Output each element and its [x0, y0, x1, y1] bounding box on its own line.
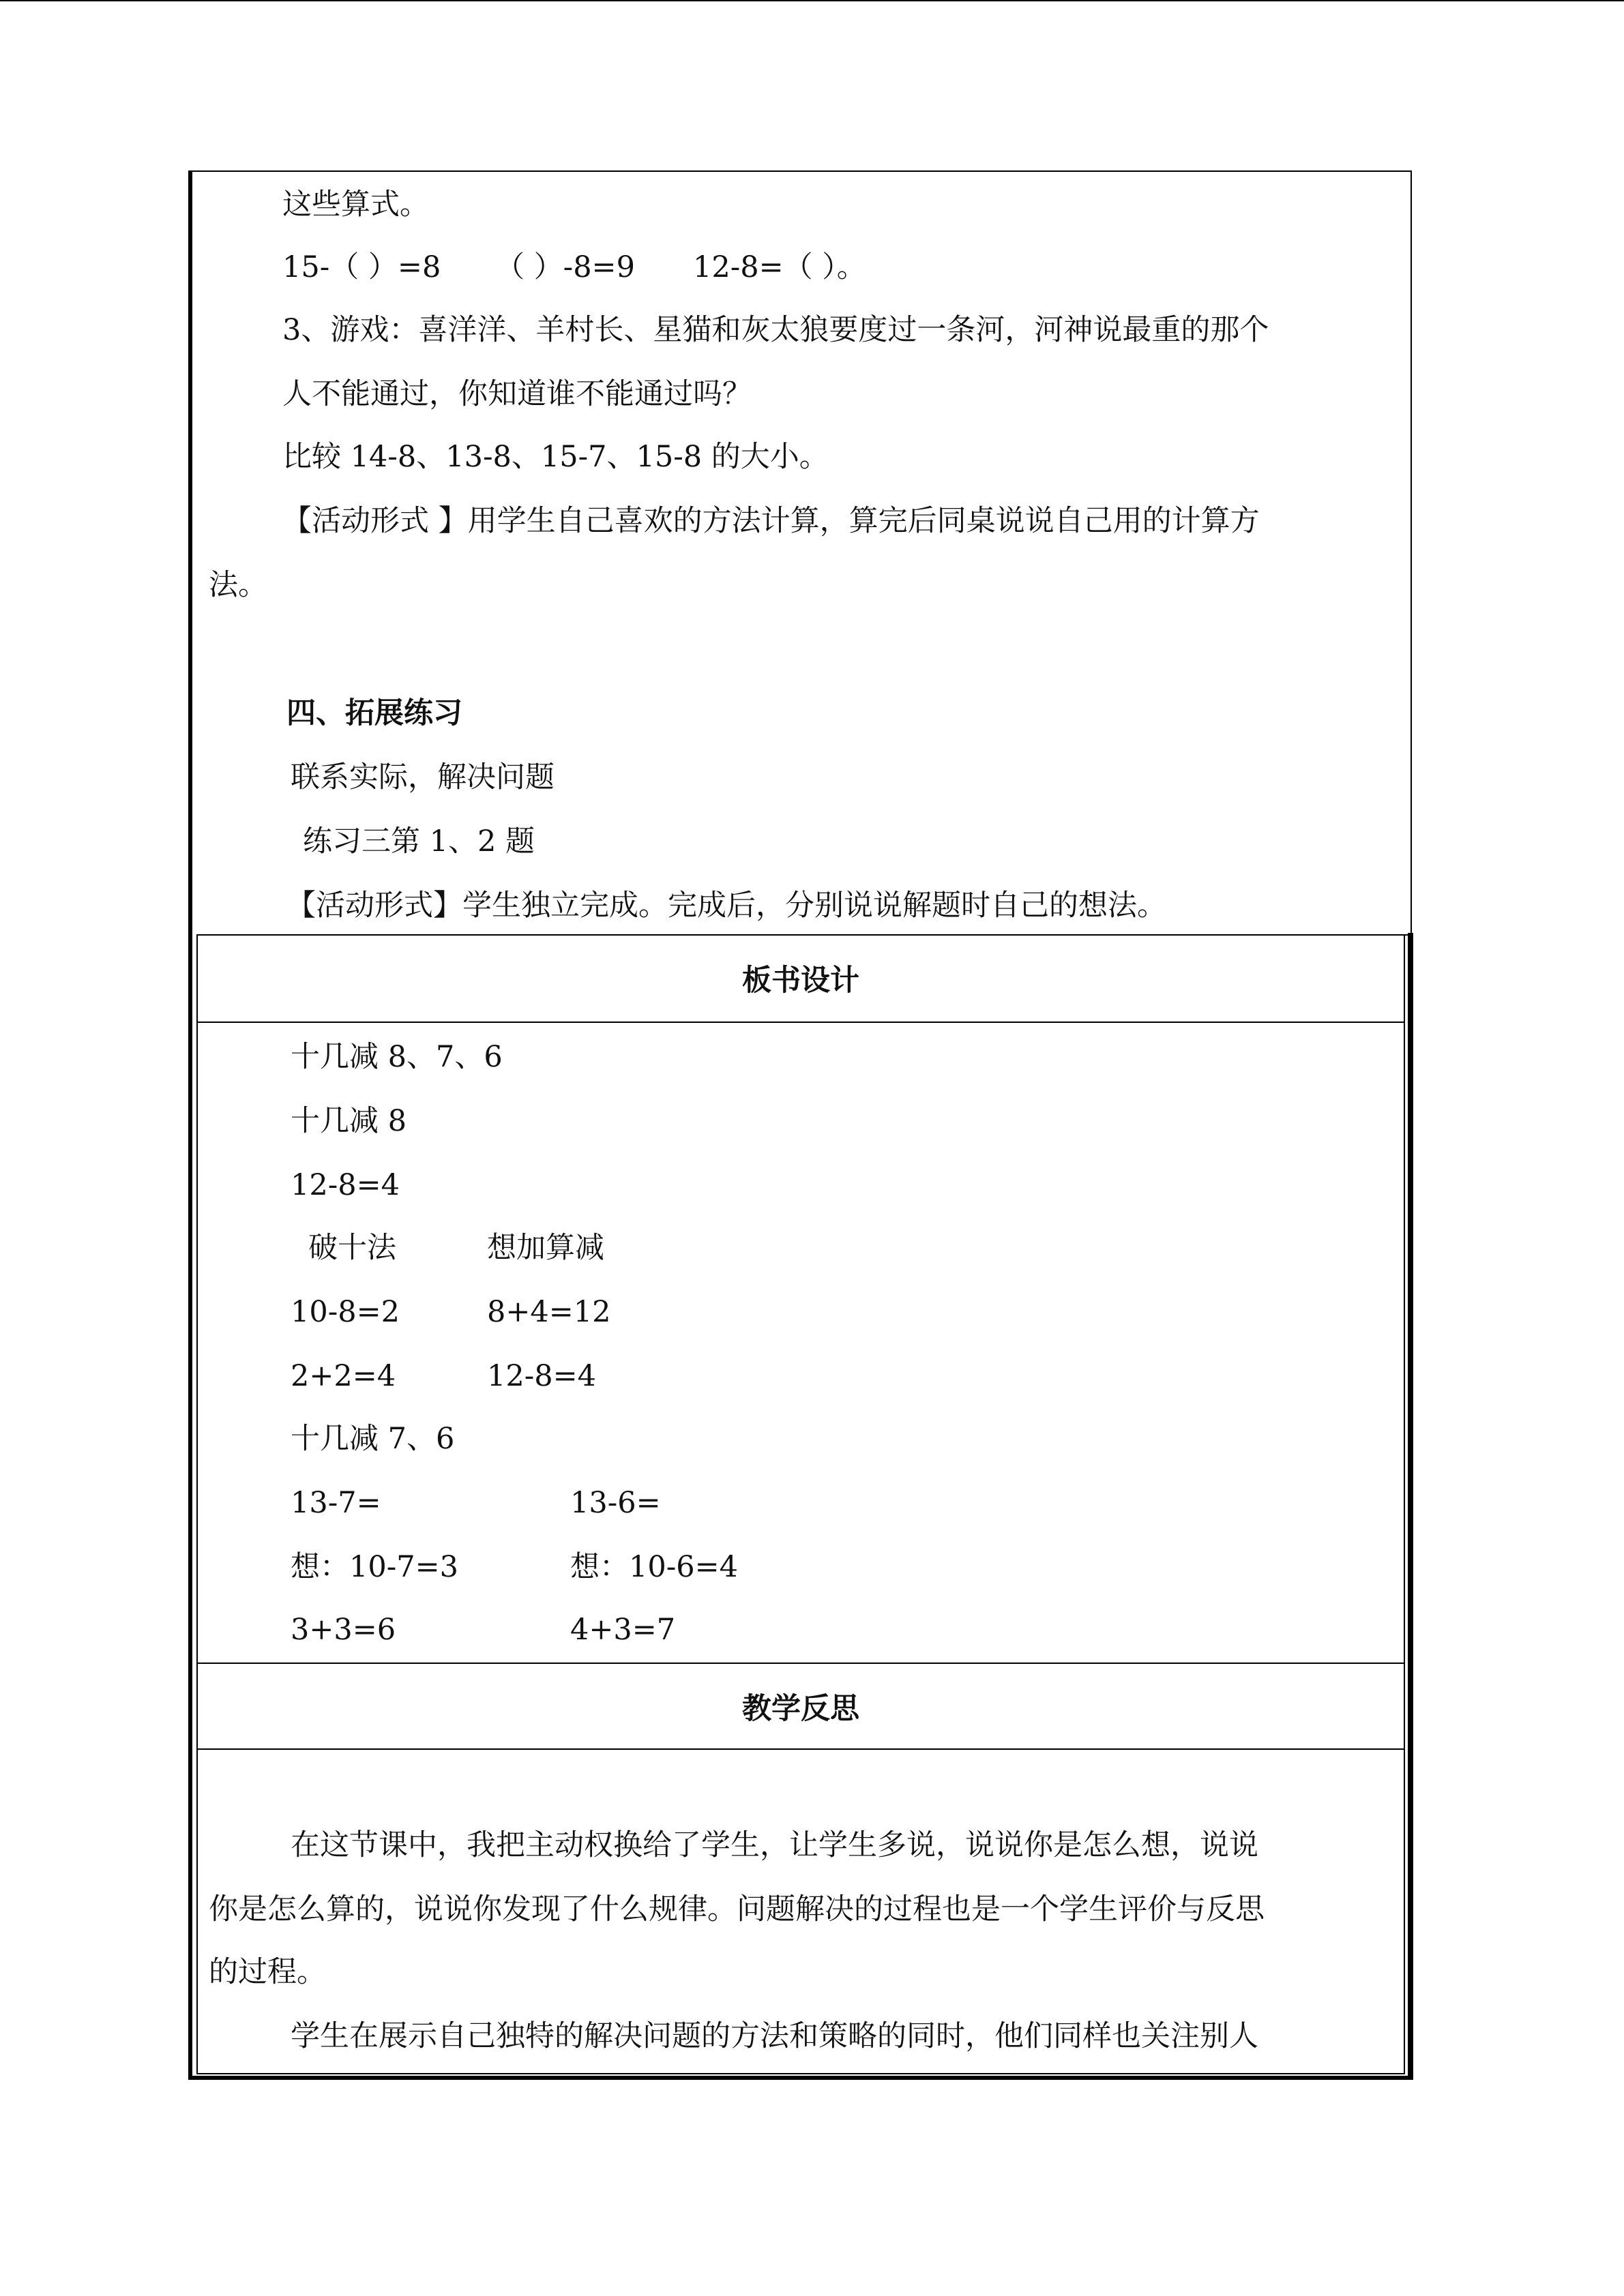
page-top-edge — [0, 0, 1624, 1]
board-line-8-right: 13-6= — [570, 1486, 661, 1520]
board-line-5-left: 10-8=2 — [291, 1295, 400, 1329]
board-line-10-left: 3+3=6 — [291, 1613, 396, 1647]
board-line-2: 十几减 8 — [291, 1104, 407, 1138]
game-text-line-1: 3、游戏：喜洋洋、羊村长、星猫和灰太狼要度过一条河，河神说最重的那个 — [282, 313, 1269, 347]
table-bottom-border-inner — [196, 2073, 1405, 2074]
table-bottom-border-thick — [188, 2076, 1413, 2080]
process-line-1: 这些算式。 — [282, 188, 429, 222]
reflection-para1-line2: 你是怎么算的，说说你发现了什么规律。问题解决的过程也是一个学生评价与反思 — [209, 1892, 1265, 1926]
activity-form-line-1: 【活动形式 】用学生自己喜欢的方法计算，算完后同桌说说自己用的计算方 — [282, 504, 1260, 538]
reflection-para1-line1: 在这节课中，我把主动权换给了学生，让学生多说，说说你是怎么想，说说 — [291, 1828, 1258, 1862]
reflection-para2-line1: 学生在展示自己独特的解决问题的方法和策略的同时，他们同样也关注别人 — [291, 2019, 1258, 2053]
table-top-border — [188, 170, 1412, 172]
board-line-6-left: 2+2=4 — [291, 1359, 396, 1393]
board-header-top-line — [196, 934, 1408, 936]
equation-blank-2: （ ）-8=9 — [495, 250, 635, 284]
board-line-1: 十几减 8、7、6 — [291, 1040, 503, 1074]
reflection-header-bottom-line — [196, 1748, 1405, 1750]
section-heading-extension: 四、拓展练习 — [286, 696, 462, 730]
board-line-6-right: 12-8=4 — [487, 1359, 596, 1393]
equation-blank-3: 12-8=（ ）。 — [693, 250, 866, 284]
board-method-right: 想加算减 — [487, 1231, 604, 1265]
board-line-7: 十几减 7、6 — [291, 1422, 455, 1456]
activity-form-line-2: 法。 — [209, 568, 267, 602]
compare-text: 比较 14-8、13-8、15-7、15-8 的大小。 — [282, 440, 829, 474]
reflection-title: 教学反思 — [742, 1692, 859, 1726]
table-right-border-inner — [1404, 934, 1405, 2074]
extension-line-2: 练习三第 1、2 题 — [303, 824, 535, 859]
table-right-border-thick — [1408, 933, 1413, 2080]
board-line-9-right: 想：10-6=4 — [570, 1550, 738, 1584]
board-line-5-right: 8+4=12 — [487, 1295, 611, 1329]
board-line-10-right: 4+3=7 — [570, 1613, 676, 1647]
game-text-line-2: 人不能通过，你知道谁不能通过吗？ — [282, 377, 752, 411]
board-line-3: 12-8=4 — [291, 1168, 400, 1202]
table-left-border-thick — [188, 170, 192, 2080]
board-line-8-left: 13-7= — [291, 1486, 381, 1520]
extension-activity-form: 【活动形式】学生独立完成。完成后，分别说说解题时自己的想法。 — [286, 889, 1166, 923]
table-right-border — [1411, 170, 1412, 934]
reflection-para1-line3: 的过程。 — [209, 1955, 326, 1989]
reflection-header-top-line — [196, 1663, 1405, 1664]
board-method-left: 破十法 — [308, 1231, 396, 1265]
board-line-9-left: 想：10-7=3 — [291, 1550, 458, 1584]
table-left-border-inner — [196, 934, 198, 2074]
board-header-bottom-line — [196, 1022, 1405, 1023]
equation-blank-1: 15-（ ）=8 — [282, 250, 441, 284]
extension-line-1: 联系实际，解决问题 — [291, 760, 555, 794]
board-design-title: 板书设计 — [742, 964, 859, 998]
